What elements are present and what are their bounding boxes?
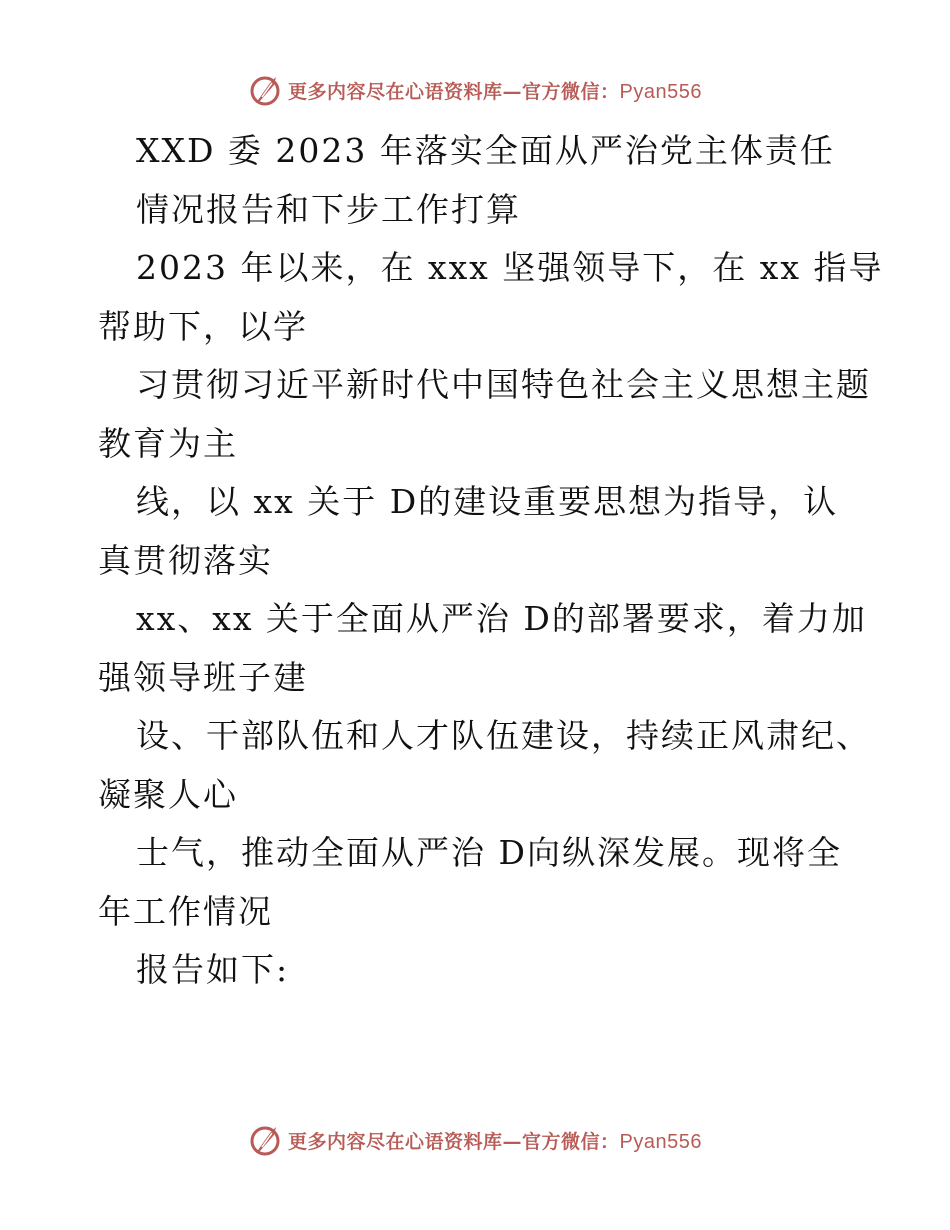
- header-watermark: [0, 70, 950, 110]
- paragraph-line: 强领导班子建: [98, 657, 308, 697]
- watermark-text: 更多内容尽在心语资料库—官方微信：Pyan556: [288, 1130, 702, 1153]
- document-body: [98, 122, 884, 1000]
- paragraph-line: 凝聚人心: [98, 774, 238, 814]
- paragraph-line: 线，以 xx 关于 D的建设重要思想为指导，认: [136, 482, 839, 521]
- paragraph-line: xx、xx 关于全面从严治 D的部署要求，着力加: [136, 599, 867, 638]
- paragraph-line: 习贯彻习近平新时代中国特色社会主义思想主题: [136, 365, 871, 404]
- paragraph-line: 2023 年以来，在 xxx 坚强领导下，在 xx 指导: [136, 248, 884, 287]
- footer-watermark: [0, 1120, 950, 1160]
- watermark-text: 更多内容尽在心语资料库—官方微信：Pyan556: [288, 80, 702, 103]
- paragraph-line: 教育为主: [98, 423, 238, 463]
- paragraph-line: 真贯彻落实: [98, 540, 273, 580]
- watermark-account: Pyan556: [619, 80, 702, 103]
- quill-pen-logo-icon: [248, 1123, 282, 1157]
- document-title-line-1: XXD 委 2023 年落实全面从严治党主体责任: [136, 131, 835, 170]
- paragraph-line: 年工作情况: [98, 891, 273, 931]
- paragraph-line: 设、干部队伍和人才队伍建设，持续正风肃纪、: [136, 716, 871, 755]
- paragraph-line: 士气，推动全面从严治 D向纵深发展。现将全: [136, 833, 842, 872]
- watermark-account: Pyan556: [619, 1130, 702, 1153]
- paragraph-line: 帮助下，以学: [98, 306, 308, 346]
- paragraph-line: 报告如下:: [136, 950, 290, 989]
- quill-pen-logo-icon: [248, 73, 282, 107]
- document-title-line-2: 情况报告和下步工作打算: [136, 189, 521, 229]
